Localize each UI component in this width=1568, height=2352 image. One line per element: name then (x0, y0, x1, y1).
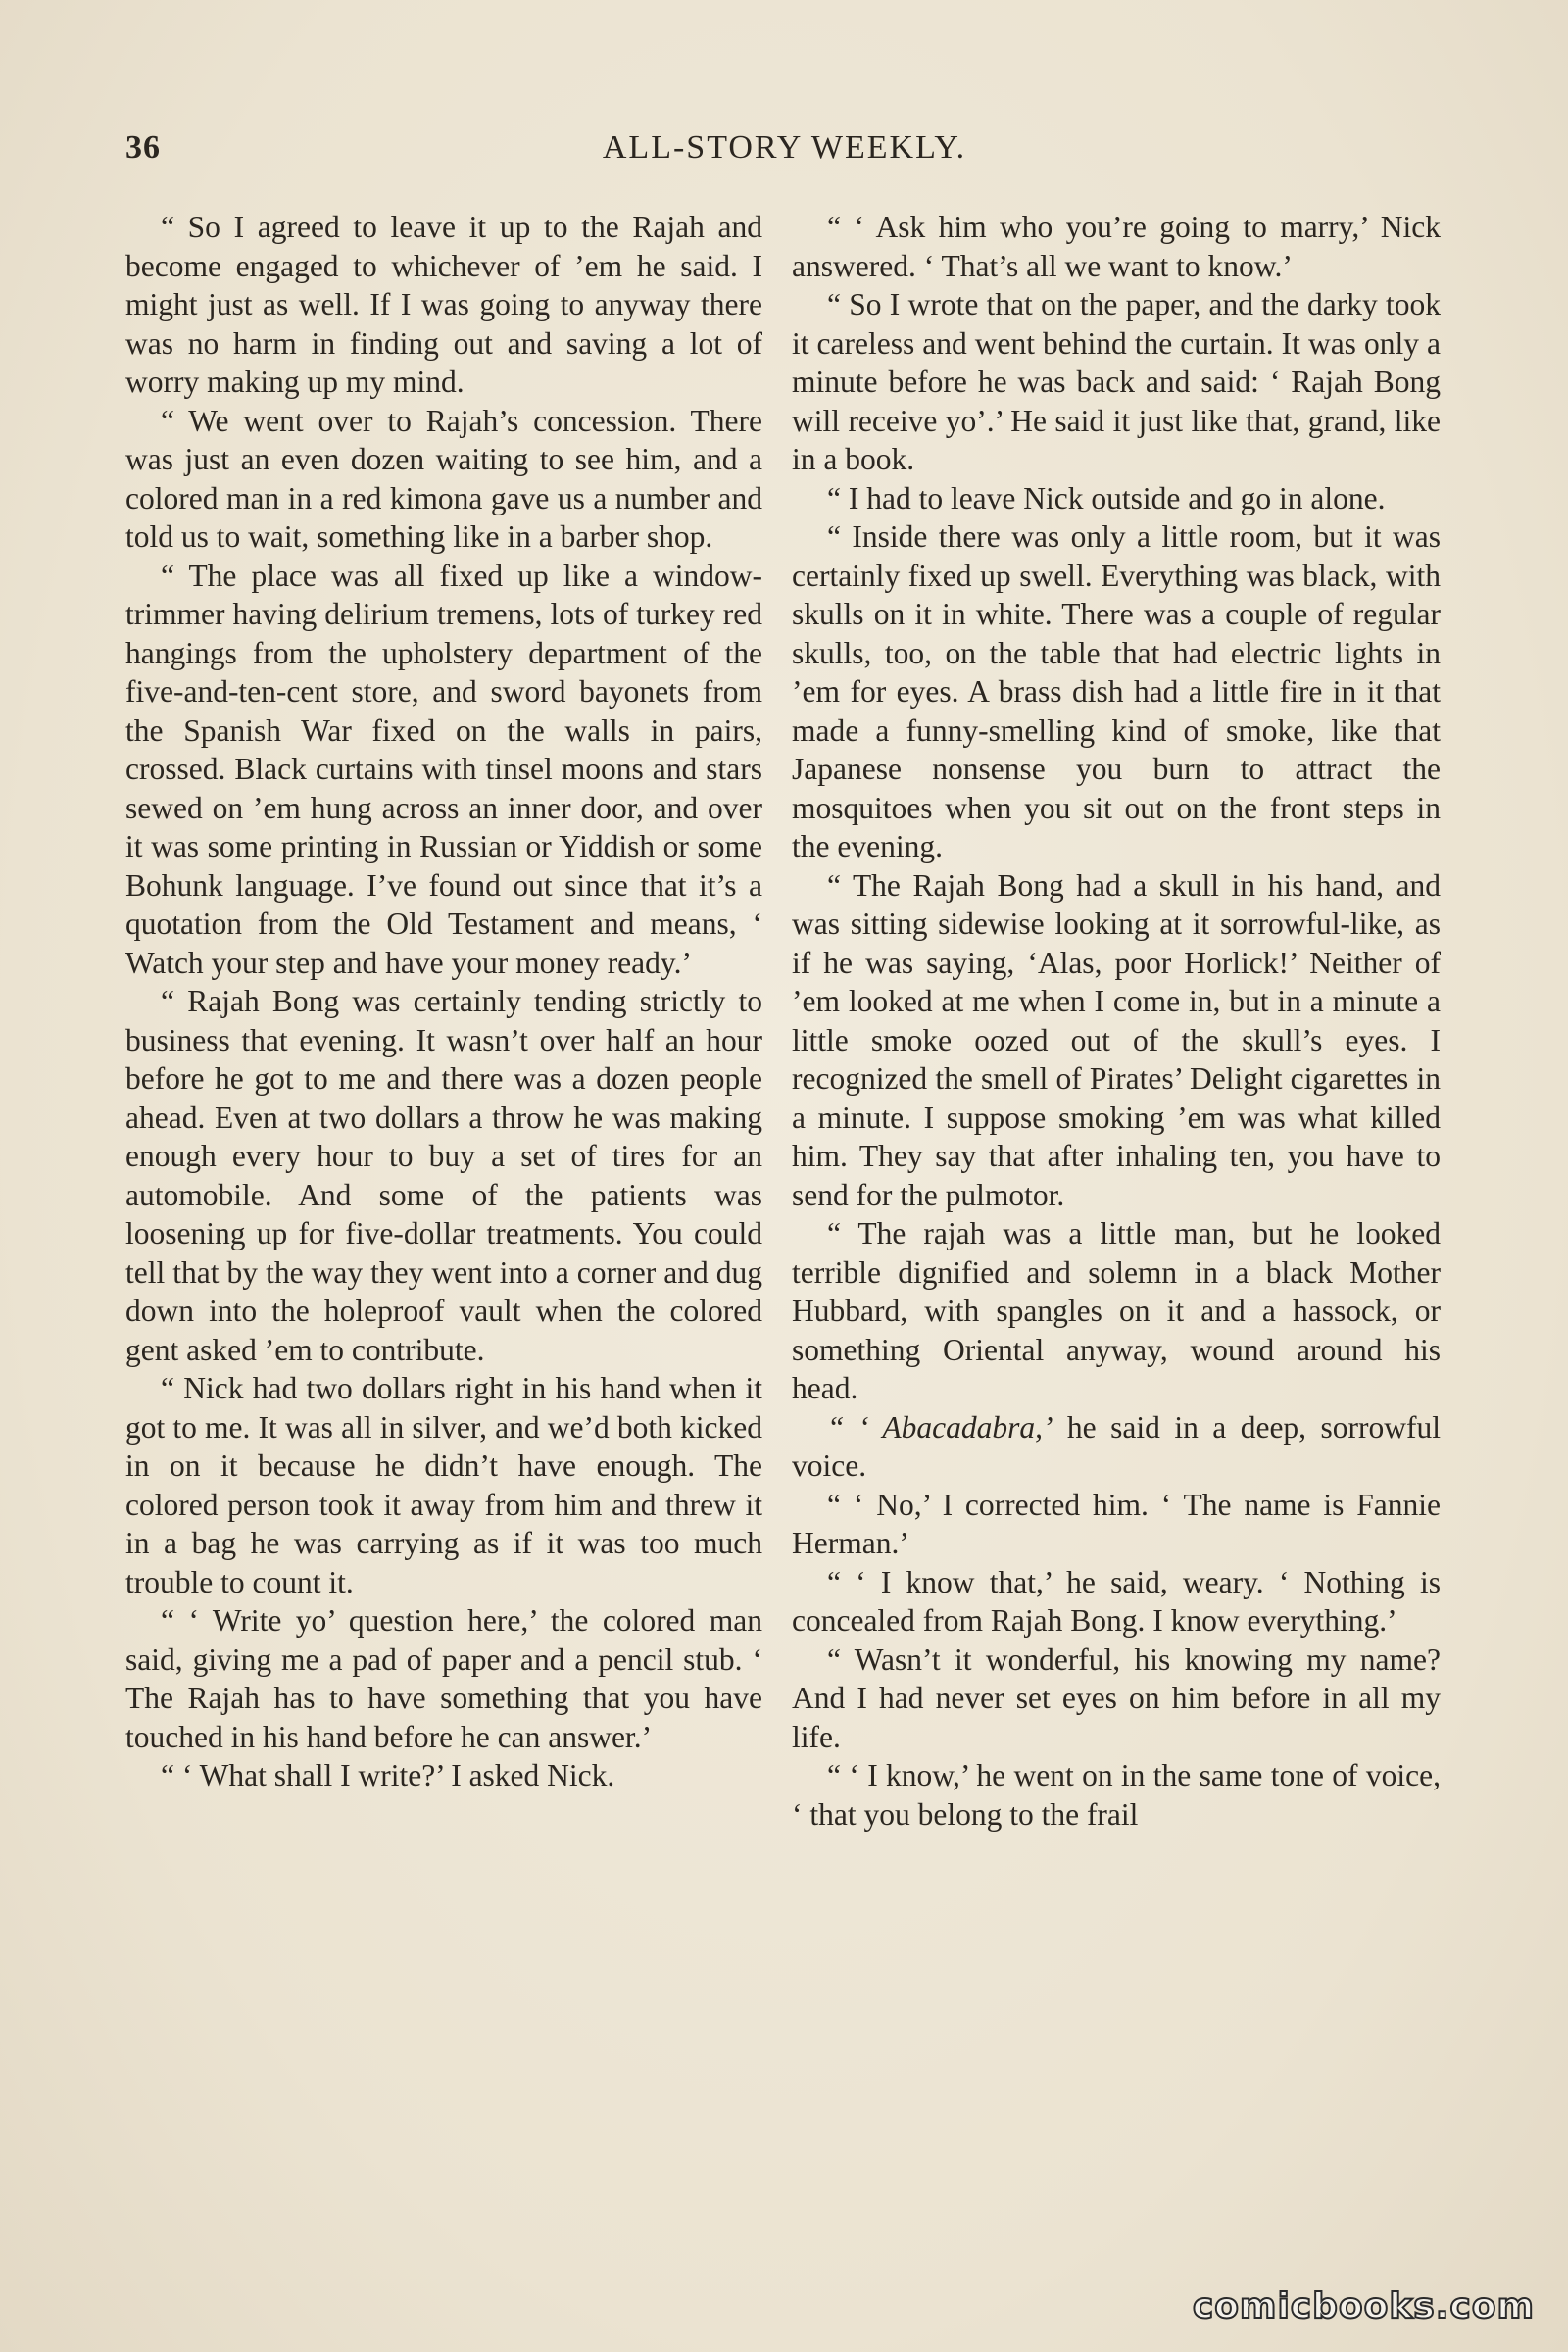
running-head: ALL-STORY WEEKLY. (602, 129, 967, 166)
left-column (125, 208, 762, 1795)
paragraph: “ Wasn’t it wonderful, his knowing my name? And I had never set eyes on him before in all my life. (792, 1642, 1441, 1754)
paragraph: “ ‘ I know that,’ he said, weary. ‘ Nothing is concealed from Rajah Bong. I know everything.’ (792, 1564, 1441, 1638)
paragraph: “ ‘ Write yo’ question here,’ the colored man said, giving me a pad of paper and a pencil stub. ‘ The Rajah has to have something that you have touched in his hand before he can answer.’ (125, 1603, 762, 1754)
paragraph: “ Inside there was only a little room, but it was certainly fixed up swell. Everything was black, with skulls on it in white. There was a couple of regular skulls, too, on the table that had electric lights in ’em for eyes. A brass dish had a little fire in it that made a funny-smelling kind of smoke, like that Japanese nonsense you burn to attract the mosquitoes when you sit out on the front steps in the evening. (792, 519, 1441, 863)
paragraph: “ The rajah was a little man, but he looked terrible dignified and solemn in a black Mother Hubbard, with spangles on it and a hassock, or something Oriental anyway, wound around his head. (792, 1216, 1441, 1405)
paragraph: “ ‘ What shall I write?’ I asked Nick. (161, 1758, 615, 1792)
paragraph: “ ‘ Ask him who you’re going to marry,’ Nick answered. ‘ That’s all we want to know.’ (792, 210, 1441, 283)
watermark: comicbooks.com (1192, 2286, 1535, 2327)
paragraph: “ The place was all fixed up like a window-trimmer having delirium tremens, lots of turkey red hangings from the upholstery department of the five-and-ten-cent store, and sword bayonets from the Spanish War fixed on the walls in pairs, crossed. Black curtains with tinsel moons and stars sewed on ’em hung across an inner door, and over it was some printing in Russian or Yiddish or some Bohunk language. I’ve found out since that it’s a quotation from the Old Testament and means, ‘ Watch your step and have your money ready.’ (125, 558, 762, 980)
paragraph (792, 1408, 1441, 1486)
paragraph: “ Nick had two dollars right in his hand when it got to me. It was all in silver, and we’d both kicked in on it because he didn’t have enough. The colored person took it away from him and threw it in a bag he was carrying as if it was too much trouble to count it. (125, 1371, 762, 1599)
paragraph: “ The Rajah Bong had a skull in his hand, and was sitting sidewise looking at it sorrowful-like, as if he was saying, ‘Alas, poor Horlick!’ Neither of ’em looked at me when I come in, but in a minute a little smoke oozed out of the skull’s eyes. I recognized the smell of Pirates’ Delight cigarettes in a minute. I suppose smoking ’em was what killed him. They say that after inhaling ten, you have to send for the pulmotor. (792, 867, 1441, 1212)
page-header (125, 129, 1444, 176)
paragraph: “ We went over to Rajah’s concession. There was just an even dozen waiting to see him, and a colored man in a red kimona gave us a number and told us to wait, something like in a barber shop. (125, 403, 762, 554)
paragraph-text: he said in a deep, sorrowful voice. (792, 1409, 1441, 1483)
paragraph: “ ‘ I know,’ he went on in the same tone of voice, ‘ that you belong to the frail (792, 1758, 1441, 1832)
right-column (792, 208, 1441, 1834)
paragraph: “ So I wrote that on the paper, and the darky took it careless and went behind the curtain. It was only a minute before he was back and said: ‘ Rajah Bong will receive yo’.’ He said it just like that, grand, like in a book. (792, 287, 1441, 476)
paragraph: “ ‘ No,’ I corrected him. ‘ The name is Fannie Herman.’ (792, 1487, 1441, 1560)
paragraph: “ I had to leave Nick outside and go in alone. (827, 480, 1386, 515)
page-number: 36 (125, 129, 161, 166)
paragraph: “ Rajah Bong was certainly tending strictly to business that evening. It wasn’t over half an hour before he got to me and there was a dozen people ahead. Even at two dollars a throw he was making enough every hour to buy a set of tires for an automobile. And some of the patients was loosening up for five-dollar treatments. You could tell that by the way they went into a corner and dug down into the holeproof vault when the colored gent asked ’em to contribute. (125, 984, 762, 1367)
paragraph: “ So I agreed to leave it up to the Rajah and become engaged to whichever of ’em he said. I might just as well. If I was going to anyway there was no harm in finding out and saving a lot of worry making up my mind. (125, 210, 762, 399)
italic-quote: “ ‘ Abacadabra,’ (827, 1409, 1054, 1445)
